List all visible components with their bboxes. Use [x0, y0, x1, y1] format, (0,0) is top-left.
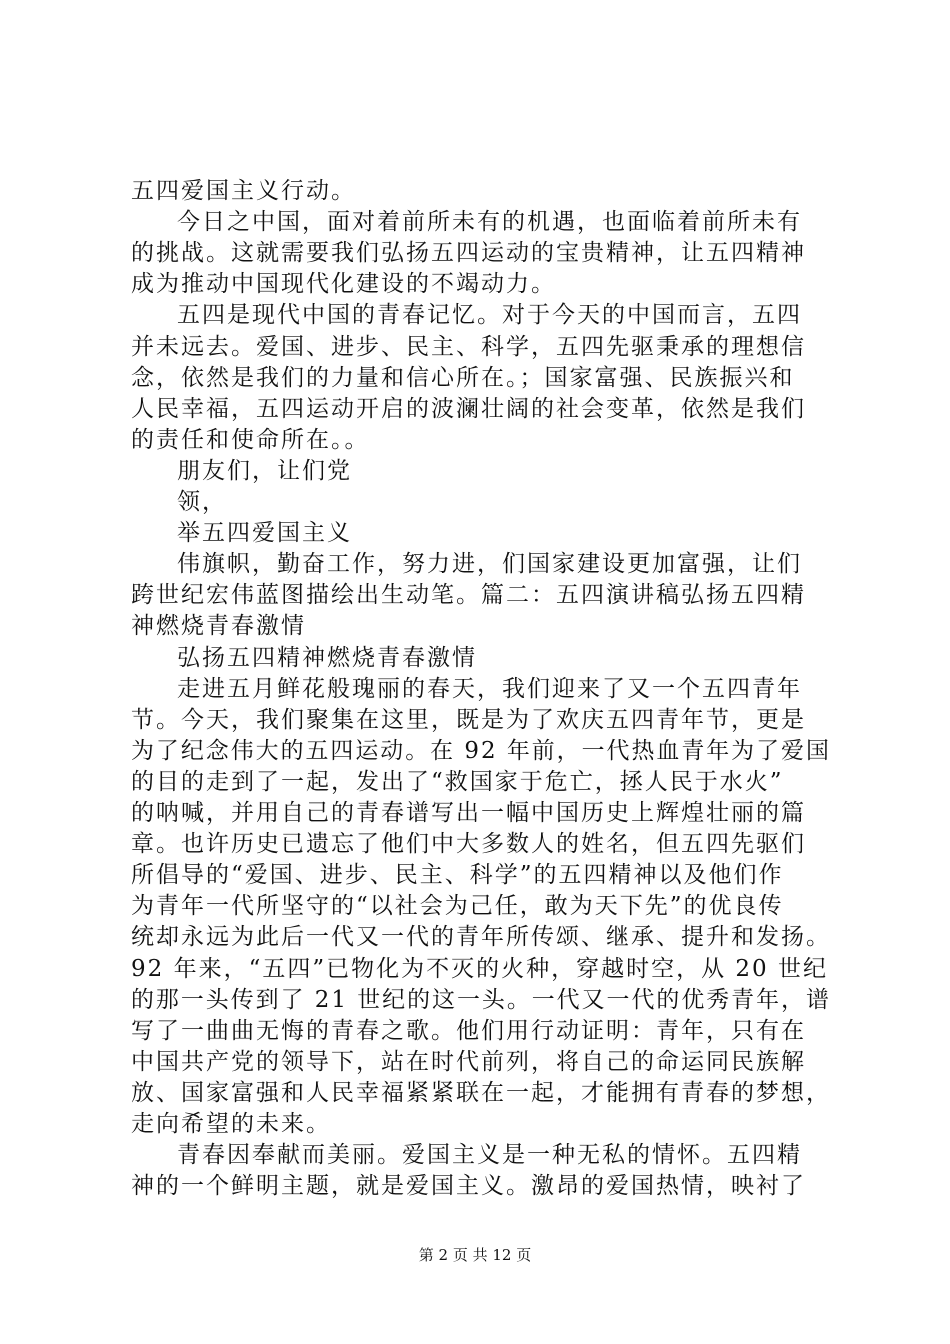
text-line: 章。也许历史已遗忘了他们中大多数人的姓名，但五四先驱们: [131, 831, 806, 858]
text-line: 92 年来，“五四”已物化为不灭的火种，穿越时空，从 20 世纪: [131, 955, 828, 982]
text-line: 所倡导的“爱国、进步、民主、科学”的五四精神以及他们作: [131, 862, 784, 889]
text-line: 神燃烧青春激情: [131, 613, 306, 640]
text-line: 伟旗帜，勤奋工作，努力进，们国家建设更加富强，让们: [177, 551, 802, 578]
text-line: 跨世纪宏伟蓝图描绘出生动笔。篇二：五四演讲稿弘扬五四精: [131, 582, 806, 609]
text-line: 领，: [177, 489, 227, 515]
text-line: 走进五月鲜花般瑰丽的春天，我们迎来了又一个五四青年: [177, 675, 802, 702]
text-line: 并未远去。爱国、进步、民主、科学，五四先驱秉承的理想信: [131, 333, 806, 360]
text-line: 为了纪念伟大的五四运动。在 92 年前，一代热血青年为了爱国: [131, 737, 831, 764]
text-line: 的呐喊，并用自己的青春谱写出一幅中国历史上辉煌壮丽的篇: [131, 800, 806, 826]
text-line: 五四爱国主义行动。: [131, 178, 356, 204]
text-line: 为青年一代所坚守的“以社会为己任，敢为天下先”的优良传: [131, 893, 784, 920]
text-line: 神的一个鲜明主题，就是爱国主义。激昂的爱国热情，映衬了: [131, 1173, 806, 1200]
text-line: 的挑战。这就需要我们弘扬五四运动的宝贵精神，让五四精神: [131, 240, 806, 267]
text-line: 统却永远为此后一代又一代的青年所传颂、继承、提升和发扬。: [131, 924, 831, 951]
text-line: 的责任和使命所在。。: [131, 426, 370, 453]
text-line: 五四是现代中国的青春记忆。对于今天的中国而言，五四: [177, 302, 802, 329]
text-line: 写了一曲曲无悔的青春之歌。他们用行动证明：青年，只有在: [131, 1017, 806, 1044]
text-line: 朋友们，让们党: [177, 457, 352, 484]
text-line: 弘扬五四精神燃烧青春激情: [177, 644, 477, 671]
page-footer: 第 2 页 共 12 页: [418, 1246, 532, 1264]
text-line: 走向希望的未来。: [131, 1111, 331, 1137]
text-line: 节。今天，我们聚集在这里，既是为了欢庆五四青年节，更是: [131, 706, 806, 733]
text-line: 的目的走到了一起，发出了“救国家于危亡，拯人民于水火”: [131, 768, 784, 795]
text-line: 成为推动中国现代化建设的不竭动力。: [131, 271, 556, 298]
text-line: 青春因奉献而美丽。爱国主义是一种无私的情怀。五四精: [177, 1142, 802, 1169]
text-line: 放、国家富强和人民幸福紧紧联在一起，才能拥有青春的梦想，: [131, 1079, 831, 1106]
text-line: 人民幸福，五四运动开启的波澜壮阔的社会变革，依然是我们: [131, 395, 806, 422]
text-line: 的那一头传到了 21 世纪的这一头。一代又一代的优秀青年，谱: [131, 986, 831, 1013]
text-line: 举五四爱国主义: [177, 520, 352, 547]
text-line: 今日之中国，面对着前所未有的机遇，也面临着前所未有: [177, 209, 802, 236]
text-line: 中国共产党的领导下，站在时代前列，将自己的命运同民族解: [131, 1048, 806, 1075]
text-line: 念，依然是我们的力量和信心所在。；国家富强、民族振兴和: [131, 364, 795, 391]
